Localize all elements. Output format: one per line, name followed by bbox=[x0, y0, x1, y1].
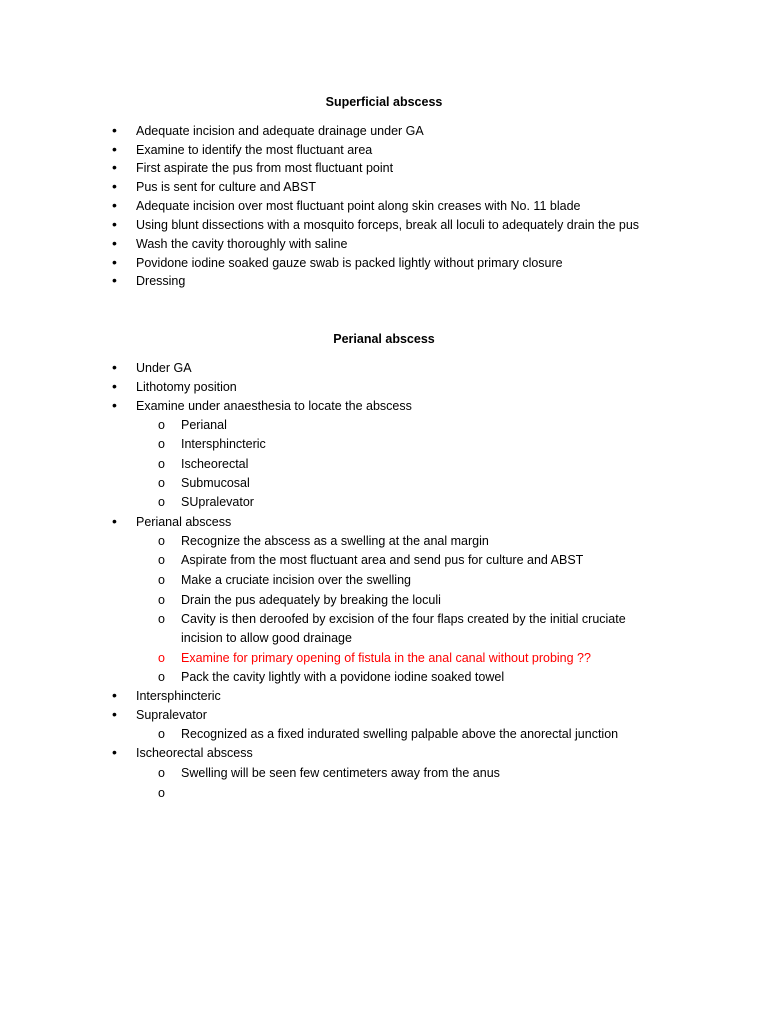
bullet-icon: • bbox=[112, 513, 117, 529]
sub-list-item: o Drain the pus adequately by breaking the loculi bbox=[158, 593, 441, 607]
bullet-icon: • bbox=[112, 122, 117, 138]
bullet-icon: • bbox=[112, 272, 117, 288]
section-title-superficial-abscess: Superficial abscess bbox=[325, 95, 443, 109]
bullet-icon: • bbox=[112, 141, 117, 157]
circle-bullet-icon: o bbox=[158, 766, 165, 780]
circle-bullet-icon: o bbox=[158, 786, 165, 800]
list-item: • Using blunt dissections with a mosquito forceps, break all loculi to adequately drain the pus bbox=[112, 216, 640, 232]
circle-bullet-icon: o bbox=[158, 651, 165, 665]
circle-bullet-icon: o bbox=[158, 495, 165, 509]
sub-list-item-continuation: incision to allow good drainage bbox=[181, 631, 352, 645]
sub-list-item: o Make a cruciate incision over the swelling bbox=[158, 573, 411, 587]
circle-bullet-icon: o bbox=[158, 593, 165, 607]
list-item: • Perianal abscess bbox=[112, 513, 232, 529]
sub-list-item: o Swelling will be seen few centimeters away from the anus bbox=[158, 766, 500, 780]
list-item: • Wash the cavity thoroughly with saline bbox=[112, 235, 348, 251]
bullet-icon: • bbox=[112, 378, 117, 394]
list-item: • Examine to identify the most fluctuant area bbox=[112, 141, 373, 157]
list-item: • Adequate incision over most fluctuant point along skin creases with No. 11 blade bbox=[112, 197, 581, 213]
circle-bullet-icon: o bbox=[158, 437, 165, 451]
sub-list-item-highlighted: o Examine for primary opening of fistula in the anal canal without probing ?? bbox=[158, 651, 591, 665]
sub-list-item: o Pack the cavity lightly with a povidone iodine soaked towel bbox=[158, 670, 505, 684]
list-item: • First aspirate the pus from most fluctuant point bbox=[112, 159, 394, 175]
list-item: • Pus is sent for culture and ABST bbox=[112, 178, 316, 194]
list-item: • Ischeorectal abscess bbox=[112, 744, 253, 760]
sub-list-item: o Recognize the abscess as a swelling at the anal margin bbox=[158, 534, 489, 548]
circle-bullet-icon: o bbox=[158, 457, 165, 471]
circle-bullet-icon: o bbox=[158, 534, 165, 548]
bullet-icon: • bbox=[112, 397, 117, 413]
sub-list-item: o Submucosal bbox=[158, 476, 250, 490]
bullet-icon: • bbox=[112, 359, 117, 375]
circle-bullet-icon: o bbox=[158, 553, 165, 567]
list-item: • Povidone iodine soaked gauze swab is packed lightly without primary closure bbox=[112, 254, 563, 270]
circle-bullet-icon: o bbox=[158, 418, 165, 432]
sub-list-item: o Perianal bbox=[158, 418, 227, 432]
sub-list-item: o Intersphincteric bbox=[158, 437, 266, 451]
sub-list-item: o Aspirate from the most fluctuant area and send pus for culture and ABST bbox=[158, 553, 584, 567]
circle-bullet-icon: o bbox=[158, 670, 165, 684]
circle-bullet-icon: o bbox=[158, 727, 165, 741]
bullet-icon: • bbox=[112, 744, 117, 760]
list-item: • Intersphincteric bbox=[112, 687, 221, 703]
bullet-icon: • bbox=[112, 178, 117, 194]
bullet-icon: • bbox=[112, 235, 117, 251]
bullet-icon: • bbox=[112, 706, 117, 722]
bullet-icon: • bbox=[112, 197, 117, 213]
bullet-icon: • bbox=[112, 687, 117, 703]
bullet-icon: • bbox=[112, 159, 117, 175]
sub-list-item: o SUpralevator bbox=[158, 495, 254, 509]
list-item: • Supralevator bbox=[112, 706, 207, 722]
sub-list-item: o Recognized as a fixed indurated swelling palpable above the anorectal junction bbox=[158, 727, 619, 741]
list-item: • Adequate incision and adequate drainage under GA bbox=[112, 122, 424, 138]
list-item: • Examine under anaesthesia to locate the abscess bbox=[112, 397, 412, 413]
section-title-perianal-abscess: Perianal abscess bbox=[333, 332, 435, 346]
bullet-icon: • bbox=[112, 216, 117, 232]
sub-list-item: o Cavity is then deroofed by excision of the four flaps created by the initial cruciate bbox=[158, 612, 626, 626]
bullet-icon: • bbox=[112, 254, 117, 270]
list-item: • Under GA bbox=[112, 359, 192, 375]
circle-bullet-icon: o bbox=[158, 573, 165, 587]
sub-list-item: o Ischeorectal bbox=[158, 457, 249, 471]
list-item: • Lithotomy position bbox=[112, 378, 237, 394]
circle-bullet-icon: o bbox=[158, 612, 165, 626]
circle-bullet-icon: o bbox=[158, 476, 165, 490]
list-item: • Dressing bbox=[112, 272, 186, 288]
